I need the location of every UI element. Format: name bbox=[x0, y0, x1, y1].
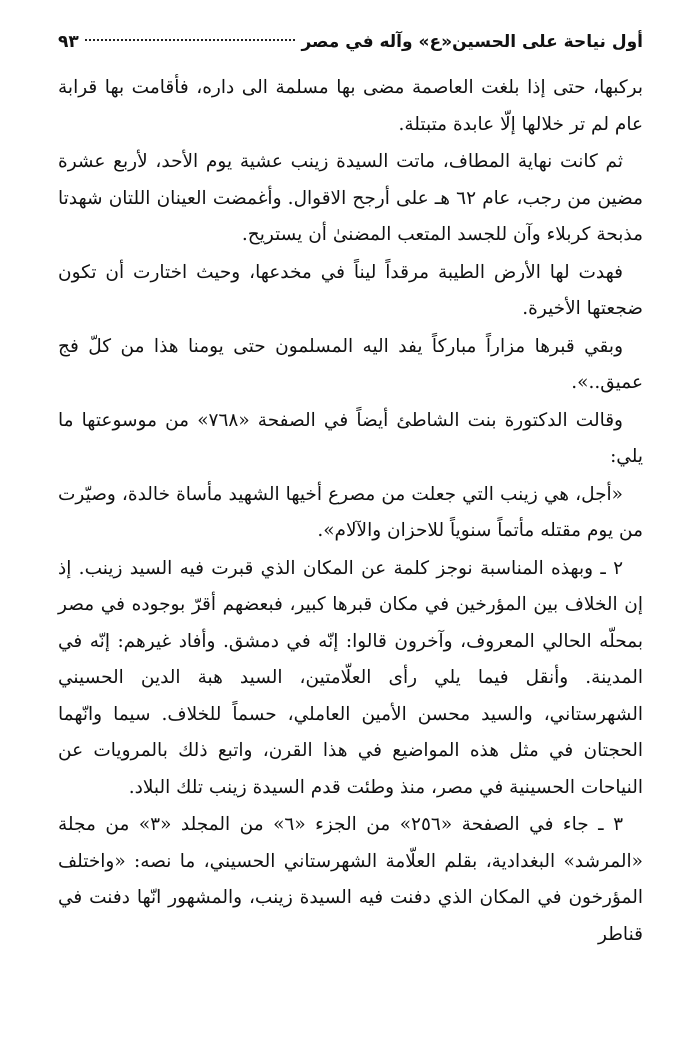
paragraph-death-of-zainab: ثم كانت نهاية المطاف، ماتت السيدة زينب عشية يوم الأحد، لأربع عشرة مضين من رجب، عام ٦٢ هـ على أرجح الاقوال. وأغمضت العينان اللتان شهدتا مذبحة كربلاء وآن للجسد المتعب المضنىٰ أن يستريح. bbox=[58, 151, 643, 245]
paragraph-continuation: بركبها، حتى إذا بلغت العاصمة مضى بها مسلمة الى داره، فأقامت بها قرابة عام لم تر خلالها إلّا عابدة متبتلة. bbox=[58, 77, 643, 135]
paragraph-shrine: وبقي قبرها مزاراً مباركاً يفد اليه المسلمون حتى يومنا هذا من كلّ فج عميق..». bbox=[58, 335, 643, 393]
paragraph-resting-place: فهدت لها الأرض الطيبة مرقداً ليناً في مخدعها، وحيث اختارت أن تكون ضجعتها الأخيرة. bbox=[58, 261, 643, 319]
running-header-title: أول نياحة على الحسين«ع» وآله في مصر bbox=[301, 32, 643, 52]
running-header bbox=[58, 28, 643, 64]
page-number: ٩٣ bbox=[58, 32, 79, 52]
paragraph-note-2: ٢ ـ وبهذه المناسبة نوجز كلمة عن المكان الذي قبرت فيه السيد زينب. إذ إن الخلاف بين المؤرخين في مكان قبرها كبير، فبعضهم أقرّ بوجوده في مصر بمحلّه الحالي المعروف، وآخرون قالوا: إنّه في دمشق. وأفاد غيرهم: إنّه في المدينة. وأنقل فيما يلي رأى العلّامتين، السيد هبة الدين الحسيني الشهرستاني، والسيد محسن الأمين العاملي، حسماً للخلاف. سيما وانّهما الحجتان في مثل هذه المواضيع في هذا القرن، واتبع ذلك بالمرويات عن النياحات الحسينية في مصر، منذ وطئت قدم السيدة زينب تلك البلاد. bbox=[58, 557, 643, 798]
leader-dots bbox=[85, 39, 296, 41]
paragraph-bint-al-shati-intro: وقالت الدكتورة بنت الشاطئ أيضاً في الصفحة «٧٦٨» من موسوعتها ما يلي: bbox=[58, 409, 643, 467]
paragraph-quotation: «أجل، هي زينب التي جعلت من مصرع أخيها الشهيد مأساة خالدة، وصيّرت من يوم مقتله مأتماً سنوياً للاحزان والآلام». bbox=[58, 483, 643, 541]
paragraph-note-3: ٣ ـ جاء في الصفحة «٢٥٦» من الجزء «٦» من المجلد «٣» من مجلة «المرشد» البغدادية، بقلم العلّامة الشهرستاني الحسيني، ما نصه: «واختلف المؤرخون في المكان الذي دفنت فيه السيدة زينب، والمشهور انّها دفنت في قناطر bbox=[58, 814, 643, 945]
body-text bbox=[58, 70, 643, 953]
